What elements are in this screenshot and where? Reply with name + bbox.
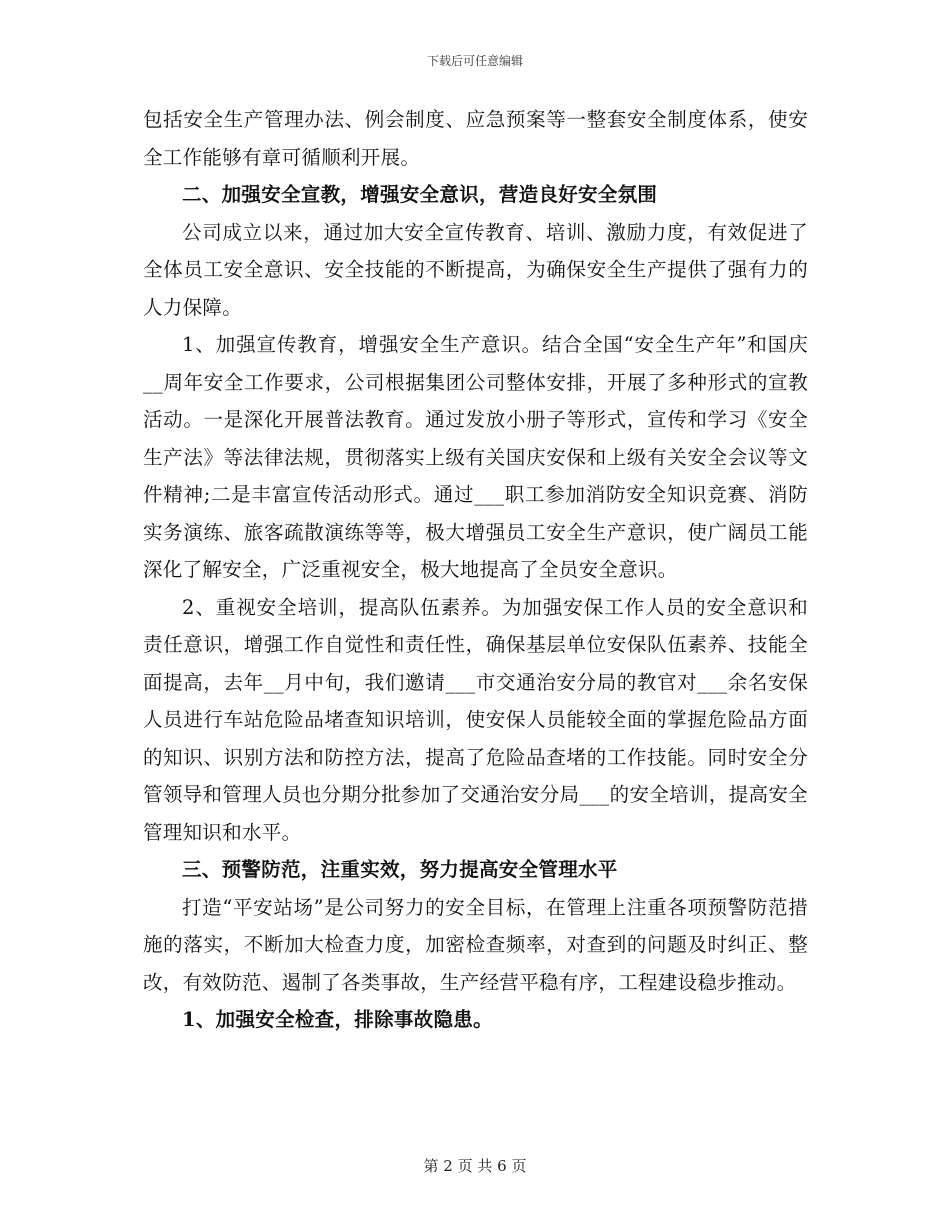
section-heading-3: 三、预警防范，注重实效，努力提高安全管理水平 — [182, 858, 618, 881]
paragraph-intro: 公司成立以来，通过加大安全宣传教育、培训、激励力度，有效促进了全体员工安全意识、安全技能的不断提高，为确保安全生产提供了强有力的人力保障。 — [143, 220, 808, 319]
page-number-footer: 第 2 页 共 6 页 — [423, 1157, 527, 1175]
page-header: 下载后可任意编辑 — [426, 54, 523, 68]
document-body — [143, 101, 808, 1039]
paragraph-publicity: 1、加强宣传教育，增强安全生产意识。结合全国“安全生产年”和国庆__周年安全工作要求，公司根据集团公司整体安排，开展了多种形式的宣教活动。一是深化开展普法教育。通过发放小册子等形式，宣传和学习《安全生产法》等法律法规，贯彻落实上级有关国庆安保和上级有关安全会议等文件精神;二是丰富宣传活动形式。通过___职工参加消防安全知识竞赛、消防实务演练、旅客疏散演练等等，极大增强员工安全生产意识，使广阔员工能深化了解安全，广泛重视安全，极大地提高了全员安全意识。 — [143, 333, 808, 581]
paragraph-training: 2、重视安全培训，提高队伍素养。为加强安保工作人员的安全意识和责任意识，增强工作自觉性和责任性，确保基层单位安保队伍素养、技能全面提高，去年__月中旬，我们邀请___市交通治安分局的教官对___余名安保人员进行车站危险品堵查知识培训，使安保人员能较全面的掌握危险品方面的知识、识别方法和防控方法，提高了危险品查堵的工作技能。同时安全分管领导和管理人员也分期分批参加了交通治安分局___的安全培训，提高安全管理知识和水平。 — [143, 595, 808, 844]
section-heading-2: 二、加强安全宣教，增强安全意识，营造良好安全氛围 — [182, 183, 658, 206]
paragraph-prevention: 打造“平安站场”是公司努力的安全目标，在管理上注重各项预警防范措施的落实，不断加大检查力度，加密检查频率，对查到的问题及时纠正、整改，有效防范、遏制了各类事故，生产经营平稳有序，工程建设稳步推动。 — [143, 895, 808, 994]
subsection-heading-inspection: 1、加强安全检查，排除事故隐患。 — [182, 1008, 493, 1031]
paragraph-continuation: 包括安全生产管理办法、例会制度、应急预案等一整套安全制度体系，使安全工作能够有章可循顺利开展。 — [143, 108, 808, 169]
